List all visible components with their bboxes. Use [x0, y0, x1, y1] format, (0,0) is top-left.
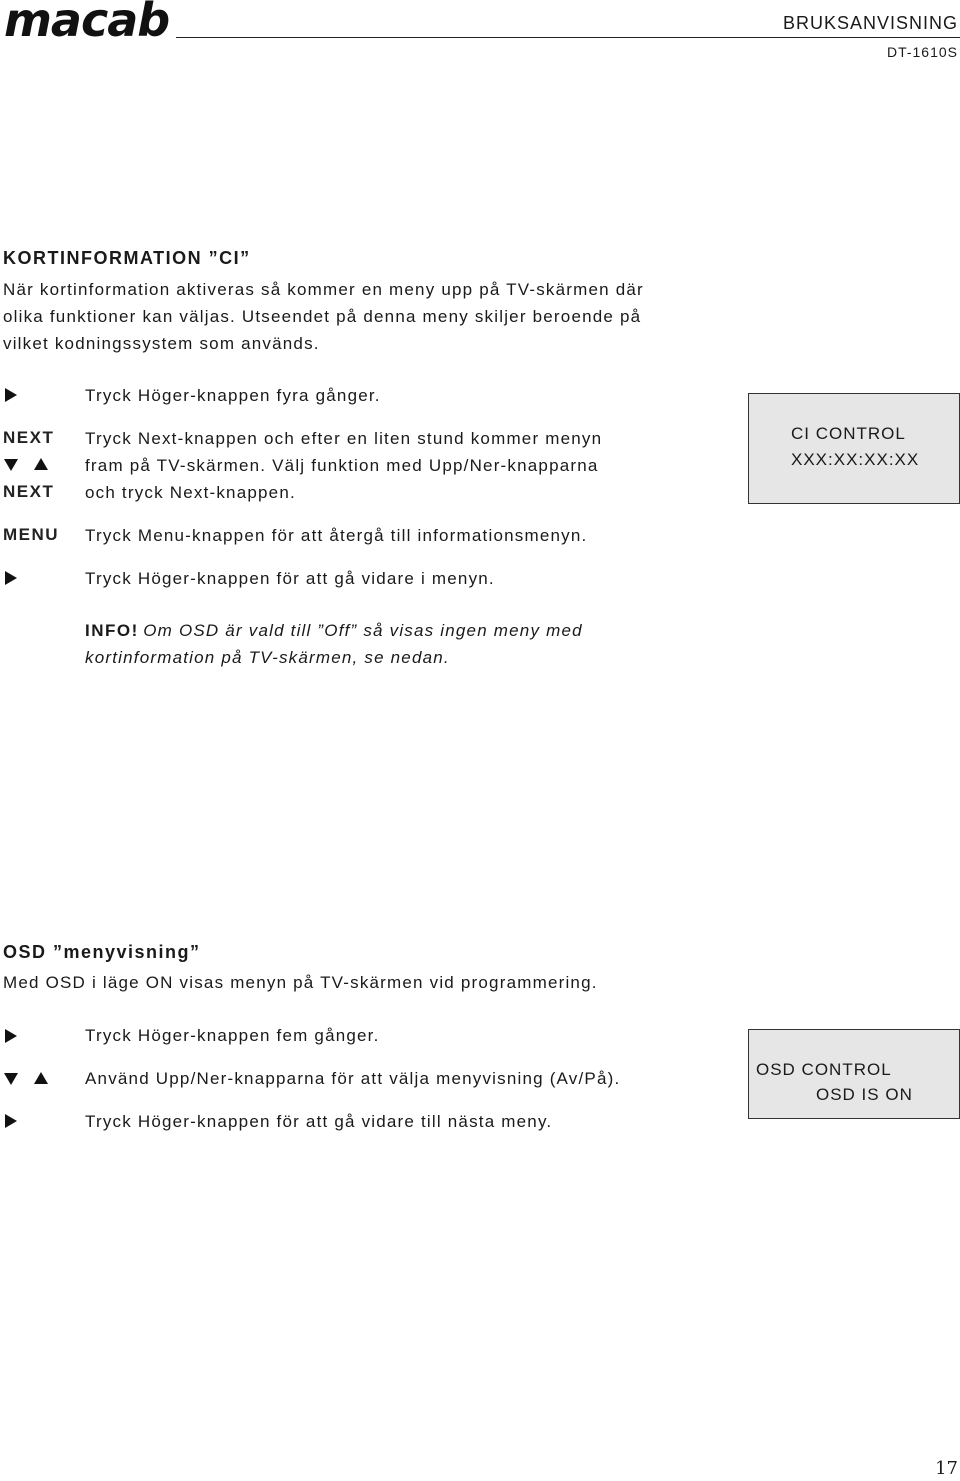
- ci-screen-line-2: XXX:XX:XX:XX: [791, 450, 920, 469]
- ci-intro-line-2: olika funktioner kan väljas. Utseendet på denna meny skiljer beroende på: [3, 307, 642, 326]
- ci-step-2: Tryck Next-knappen och efter en liten stund kommer menyn: [85, 429, 603, 448]
- right-arrow-icon: [5, 571, 17, 585]
- model-number: DT-1610S: [886, 44, 958, 60]
- ci-step-3: fram på TV-skärmen. Välj funktion med Upp/Ner-knapparna: [85, 456, 599, 475]
- info-label: INFO!: [85, 621, 139, 640]
- right-arrow-icon: [5, 1029, 17, 1043]
- page-number: 17: [935, 1458, 958, 1479]
- ci-step-4: och tryck Next-knappen.: [85, 483, 296, 502]
- ci-intro-line-3: vilket kodningssystem som används.: [3, 334, 320, 353]
- osd-screen-line-1: OSD CONTROL: [756, 1060, 892, 1079]
- ci-control-screen: [748, 393, 960, 504]
- menu-key-label: MENU: [3, 525, 60, 544]
- osd-intro: Med OSD i läge ON visas menyn på TV-skärmen vid programmering.: [3, 973, 598, 992]
- osd-control-screen: [748, 1029, 960, 1119]
- ci-screen-line-1: CI CONTROL: [791, 424, 906, 443]
- ci-intro-line-1: När kortinformation aktiveras så kommer en meny upp på TV-skärmen där: [3, 280, 644, 299]
- down-arrow-icon: [4, 1073, 18, 1085]
- next-key-label: NEXT: [3, 428, 55, 447]
- info-text-line-2: kortinformation på TV-skärmen, se nedan.: [85, 648, 450, 667]
- ci-step-1: Tryck Höger-knappen fyra gånger.: [85, 386, 381, 405]
- brand-logo: macab: [4, 0, 170, 47]
- osd-step-2: Använd Upp/Ner-knapparna för att välja menyvisning (Av/På).: [85, 1069, 621, 1088]
- ci-section-heading: KORTINFORMATION ”CI”: [3, 248, 251, 268]
- osd-screen-line-2: OSD IS ON: [816, 1085, 913, 1104]
- up-arrow-icon: [34, 458, 48, 470]
- document-type: BRUKSANVISNING: [782, 13, 958, 33]
- header-divider: [176, 37, 960, 38]
- ci-step-5: Tryck Menu-knappen för att återgå till informationsmenyn.: [85, 526, 588, 545]
- osd-section-heading: OSD ”menyvisning”: [3, 942, 201, 962]
- osd-step-3: Tryck Höger-knappen för att gå vidare till nästa meny.: [85, 1112, 553, 1131]
- up-arrow-icon: [34, 1072, 48, 1084]
- osd-step-1: Tryck Höger-knappen fem gånger.: [85, 1026, 380, 1045]
- info-text-line-1: Om OSD är vald till ”Off” så visas ingen meny med: [143, 621, 583, 640]
- down-arrow-icon: [4, 459, 18, 471]
- info-note: [85, 617, 583, 644]
- right-arrow-icon: [5, 388, 17, 402]
- right-arrow-icon: [5, 1114, 17, 1128]
- next-key-label-2: NEXT: [3, 482, 55, 501]
- ci-step-6: Tryck Höger-knappen för att gå vidare i menyn.: [85, 569, 495, 588]
